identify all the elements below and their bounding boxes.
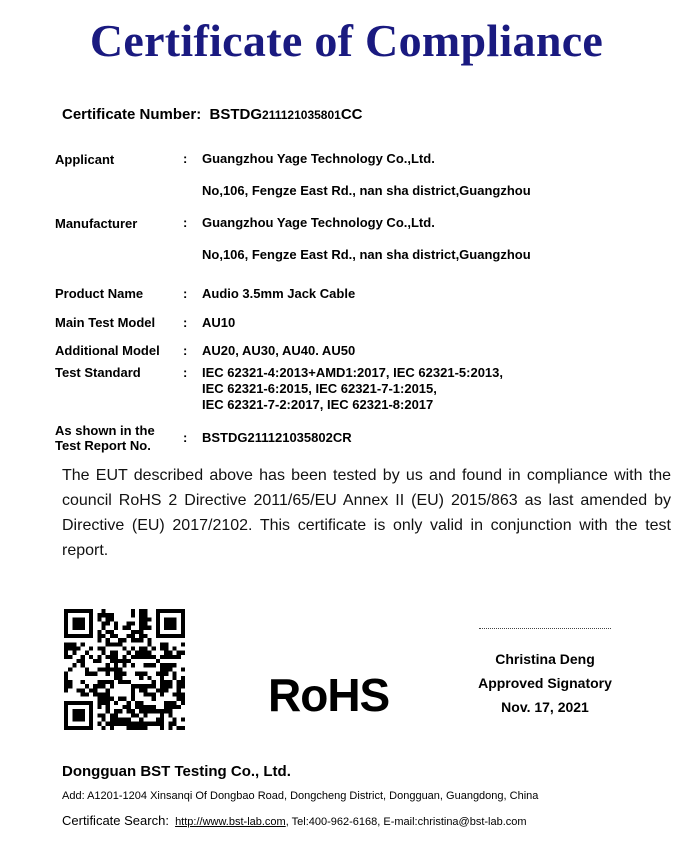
applicant-name: Guangzhou Yage Technology Co.,Ltd. <box>202 151 435 166</box>
signature-line <box>479 628 611 629</box>
product-name-value: Audio 3.5mm Jack Cable <box>202 286 356 301</box>
signatory-name: Christina Deng <box>495 651 595 667</box>
main-test-model-value: AU10 <box>202 315 236 330</box>
test-standard-line-3: IEC 62321-7-2:2017, IEC 62321-8:2017 <box>202 397 434 412</box>
certificate-search <box>62 813 527 828</box>
qr-code-icon[interactable] <box>64 609 185 730</box>
main-test-model-colon: : <box>183 315 188 330</box>
product-name-colon: : <box>183 286 188 301</box>
issuer-address: Add: A1201-1204 Xinsanqi Of Dongbao Road, Dongcheng District, Dongguan, Guangdong, China <box>62 790 539 802</box>
additional-model-colon: : <box>183 343 188 358</box>
qr-code-graphic <box>64 609 185 730</box>
test-standard-colon: : <box>183 365 188 380</box>
test-report-number: BSTDG211121035802CR <box>202 430 352 445</box>
website-link[interactable]: http://www.bst-lab.com <box>175 816 286 828</box>
certificate-number-digits: 211121035801 <box>262 108 341 122</box>
main-test-model-label: Main Test Model <box>55 315 156 330</box>
applicant-colon: : <box>183 151 188 166</box>
signatory-date: Nov. 17, 2021 <box>501 699 589 715</box>
applicant-label: Applicant <box>55 152 115 167</box>
test-standard-line-1: IEC 62321-4:2013+AMD1:2017, IEC 62321-5:2013, <box>202 365 503 380</box>
manufacturer-name: Guangzhou Yage Technology Co.,Ltd. <box>202 215 435 230</box>
manufacturer-colon: : <box>183 215 188 230</box>
rohs-mark: RoHS <box>268 669 390 721</box>
issuer-company: Dongguan BST Testing Co., Ltd. <box>62 763 291 780</box>
test-report-colon: : <box>183 430 188 445</box>
certificate-search-label: Certificate Search: <box>62 813 169 828</box>
manufacturer-label: Manufacturer <box>55 216 138 231</box>
test-standard-line-2: IEC 62321-6:2015, IEC 62321-7-1:2015, <box>202 381 437 396</box>
certificate-number-label: Certificate Number: <box>62 106 202 123</box>
certificate-number <box>62 106 362 123</box>
manufacturer-address: No,106, Fengze East Rd., nan sha district,Guangzhou <box>202 247 531 262</box>
contact-info: , Tel:400-962-6168, E-mail:christina@bst-lab.com <box>285 816 527 828</box>
certificate-number-suffix: CC <box>340 106 363 123</box>
certificate-number-prefix: BSTDG <box>209 106 263 123</box>
certificate-title: Certificate of Compliance <box>89 15 604 66</box>
test-report-label-line-1: As shown in the <box>55 423 155 438</box>
additional-model-label: Additional Model <box>55 343 160 358</box>
test-standard-label: Test Standard <box>55 365 141 380</box>
product-name-label: Product Name <box>55 286 144 301</box>
signatory-title: Approved Signatory <box>478 675 612 691</box>
applicant-address: No,106, Fengze East Rd., nan sha district,Guangzhou <box>202 183 531 198</box>
compliance-statement: The EUT described above has been tested by us and found in compliance with the council RoHS 2 Directive 2011/65/EU Annex II (EU) 2015/863 as last amended by Directive (EU) 2017/2102. This certificate is only valid in conjunction with the test report. <box>62 467 671 559</box>
additional-model-value: AU20, AU30, AU40. AU50 <box>202 343 356 358</box>
test-report-label-line-2: Test Report No. <box>55 438 151 453</box>
